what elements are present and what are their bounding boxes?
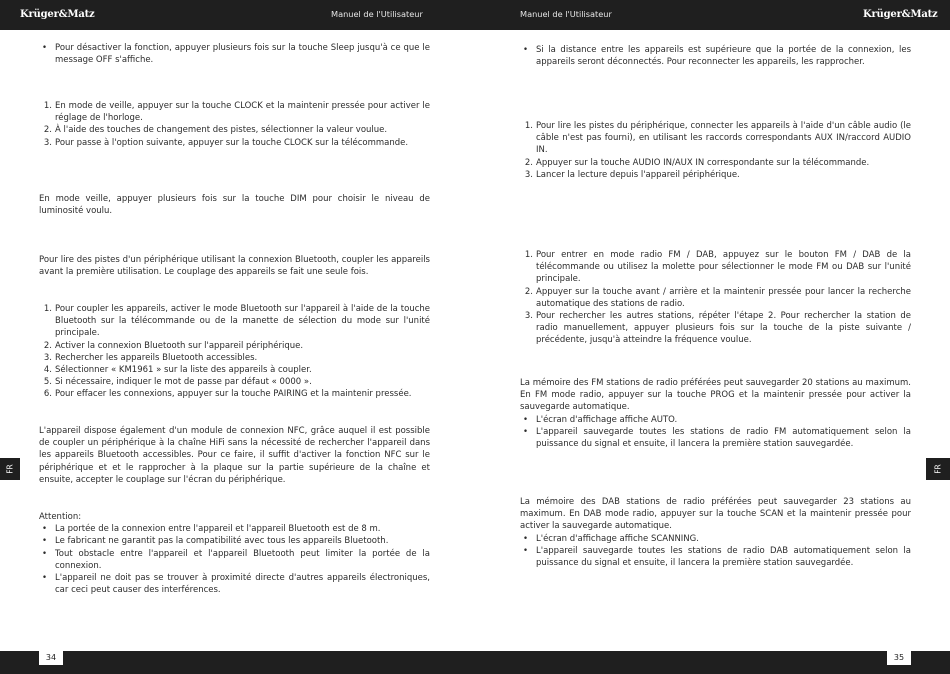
attention-item: • L'appareil ne doit pas se trouver à proximité directe d'autres appareils électroniques, car ceci peut causer des interférences.: [39, 572, 430, 596]
attention-item: • Le fabricant ne garantit pas la compatibilité avec tous les appareils Bluetooth.: [39, 535, 430, 547]
footer-bar: [0, 651, 950, 674]
right-radio-section: [520, 249, 911, 347]
fm-memory-item: • L'écran d'affichage affiche AUTO.: [520, 414, 911, 426]
aux-step: 3. Lancer la lecture depuis l'appareil périphérique.: [524, 169, 740, 180]
right-distance-section: [520, 44, 911, 68]
language-tab-left-label: FR: [5, 464, 15, 474]
attention-label: Attention:: [39, 512, 82, 522]
page-number-left: 34: [39, 651, 63, 665]
radio-step: 1. Pour entrer en mode radio FM / DAB, appuyez sur le bouton FM / DAB de la télécommande ou utilisez la molette pour sélectionner le mode FM ou DAB sur l'unité principale.: [524, 250, 911, 285]
header-bar: [0, 0, 950, 30]
language-tab-right-label: FR: [933, 464, 943, 474]
right-fm-memory-section: [520, 377, 911, 450]
distance-bullet: • Si la distance entre les appareils est supérieure que la portée de la connexion, les appareils seront déconnectés. Pour reconnecter les appareils, les rapprocher.: [520, 44, 911, 68]
bluetooth-intro-paragraph: Pour lire des pistes d'un périphérique utilisant la connexion Bluetooth, coupler les appareils avant la première utilisation. Le couplage des appareils se fait une seule fois.: [39, 255, 430, 278]
aux-step: 2. Appuyer sur la touche AUDIO IN/AUX IN correspondante sur la télécommande.: [524, 157, 870, 168]
attention-item: • Tout obstacle entre l'appareil et l'appareil Bluetooth peut limiter la portée de la connexion.: [39, 548, 430, 572]
language-tab-right: [926, 458, 950, 480]
bluetooth-step: 1. Pour coupler les appareils, activer le mode Bluetooth sur l'appareil à l'aide de la touche Bluetooth sur la télécommande ou de la manette de sélection du mode sur l'unité principale.: [43, 304, 430, 339]
dab-memory-item: • L'écran d'affichage affiche SCANNING.: [520, 533, 911, 545]
bluetooth-step: 4. Sélectionner « KM1961 » sur la liste des appareils à coupler.: [43, 365, 312, 376]
right-dab-memory-section: [520, 496, 911, 569]
aux-step: 1. Pour lire les pistes du périphérique, connecter les appareils à l'aide d'un câble audio (le câble n'est pas fourni), en utilisant les raccords correspondants AUX IN/raccord AUDIO IN.: [524, 121, 911, 156]
left-bluetooth-steps: [39, 303, 430, 401]
right-aux-section: [520, 120, 911, 181]
dim-paragraph: En mode veille, appuyer plusieurs fois sur la touche DIM pour choisir le niveau de luminosité voulu.: [39, 194, 430, 217]
bluetooth-step: 5. Si nécessaire, indiquer le mot de passe par défaut « 0000 ».: [43, 377, 312, 388]
radio-step: 2. Appuyer sur la touche avant / arrière et la maintenir pressée pour lancer la recherche automatique des stations de radio.: [524, 286, 911, 309]
attention-item: • La portée de la connexion entre l'appareil et l'appareil Bluetooth est de 8 m.: [39, 523, 430, 535]
left-bluetooth-intro: [39, 254, 430, 278]
dab-memory-paragraph: La mémoire des DAB stations de radio préférées peut sauvegarder 23 stations au maximum. En DAB mode radio, appuyer sur la touche SCAN et la maintenir pressée pour activer la sauvegarde automatique.: [520, 497, 911, 532]
bluetooth-step: 2. Activer la connexion Bluetooth sur l'appareil périphérique.: [43, 340, 304, 351]
dab-memory-item: • L'appareil sauvegarde toutes les stations de radio DAB automatiquement selon la puissance du signal et ensuite, il lancera la première station sauvegardée.: [520, 545, 911, 569]
radio-step: 3. Pour rechercher les autres stations, répéter l'étape 2. Pour rechercher la station de radio manuellement, appuyer plusieurs fois sur la touche de la piste suivante / précédente, jusqu'à atteindre la fréquence voulue.: [524, 311, 911, 346]
header-title-right: Manuel de l'Utilisateur: [520, 9, 612, 19]
page-number-right: 35: [887, 651, 911, 665]
clock-step: 3. Pour passe à l'option suivante, appuyer sur la touche CLOCK sur la télécommande.: [43, 137, 409, 148]
clock-step: 2. À l'aide des touches de changement des pistes, sélectionner la valeur voulue.: [43, 125, 388, 136]
nfc-paragraph: L'appareil dispose également d'un module de connexion NFC, grâce auquel il est possible de coupler un périphérique à la chaîne HiFi sans la nécessité de rechercher l'appareil dans les appareils Bluetooth accessibles. Pour ce faire, il suffit d'activer la fonction NFC sur le périphérique et et le rapprocher à la plaque sur la partie supérieure de la chaîne et ensuite, accepter le couplage sur l'écran du périphérique.: [39, 426, 430, 485]
left-sleep-section: [39, 42, 430, 66]
left-attention-section: [39, 511, 430, 596]
language-tab-left: [0, 458, 20, 480]
fm-memory-paragraph: La mémoire des FM stations de radio préférées peut sauvegarder 20 stations au maximum. En FM mode radio, appuyer sur la touche PROG et la maintenir pressée pour activer la sauvegarde automatique.: [520, 378, 911, 413]
bluetooth-step: 3. Rechercher les appareils Bluetooth accessibles.: [43, 352, 258, 363]
clock-step: 1. En mode de veille, appuyer sur la touche CLOCK et la maintenir pressée pour activer le réglage de l'horloge.: [43, 101, 430, 124]
left-sleep-bullet: • Pour désactiver la fonction, appuyer plusieurs fois sur la touche Sleep jusqu'à ce que le message OFF s'affiche.: [39, 42, 430, 66]
left-clock-section: [39, 100, 430, 149]
left-dim-section: [39, 193, 430, 217]
brand-logo-left: Krüger&Matz: [20, 9, 95, 20]
fm-memory-item: • L'appareil sauvegarde toutes les stations de radio FM automatiquement selon la puissance du signal et ensuite, il lancera la première station sauvegardée.: [520, 426, 911, 450]
header-title-left: Manuel de l'Utilisateur: [331, 9, 423, 19]
brand-logo-right: Krüger&Matz: [863, 9, 938, 20]
left-nfc-section: [39, 425, 430, 486]
bluetooth-step: 6. Pour effacer les connexions, appuyer sur la touche PAIRING et la maintenir pressée.: [43, 389, 412, 400]
